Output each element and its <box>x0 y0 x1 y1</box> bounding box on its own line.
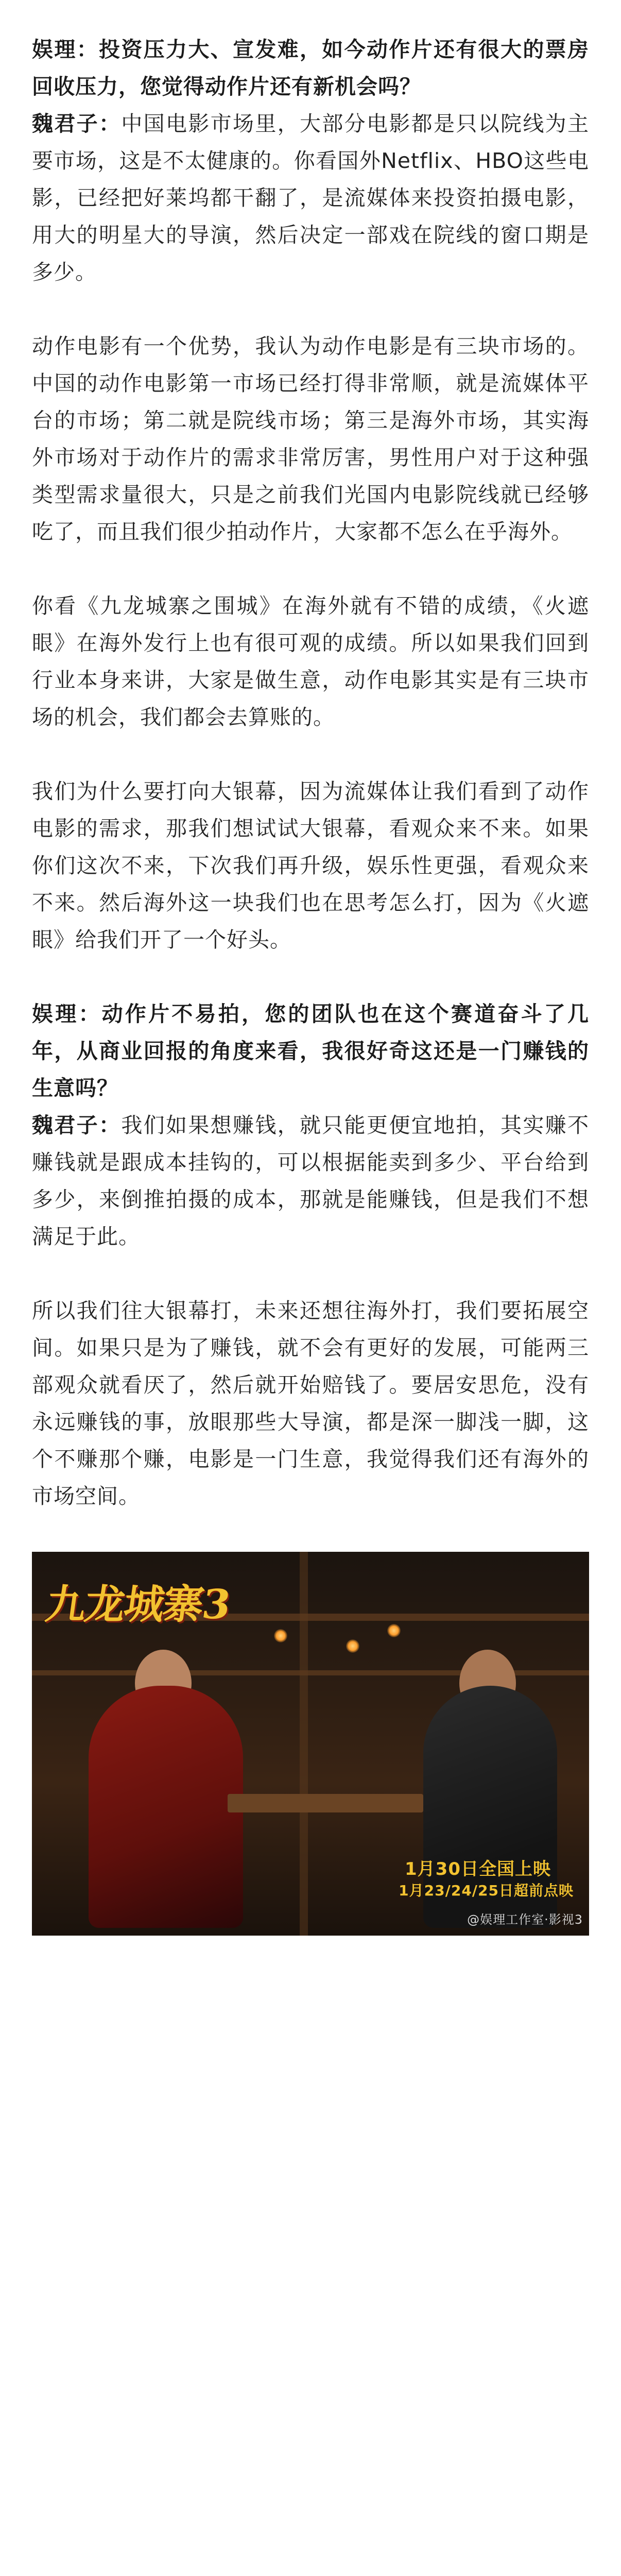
answer-1 <box>32 105 589 291</box>
paragraph-4: 我们为什么要打向大银幕，因为流媒体让我们看到了动作电影的需求，那我们想试试大银幕，看观众来不来。如果你们这次不来，下次我们再升级，娱乐性更强，看观众来不来。然后海外这一块我们也在思考怎么打，因为《火遮眼》给我们开了一个好头。 <box>32 779 589 952</box>
poster-watermark: @娱理工作室·影视3 <box>467 1912 583 1927</box>
qa-block-1 <box>32 31 589 291</box>
paragraph-2: 动作电影有一个优势，我认为动作电影是有三块市场的。中国的动作电影第一市场已经打得非常顺，就是流媒体平台的市场；第二就是院线市场；第三是海外市场，其实海外市场对于动作片的需求非常厉害，男性用户对于这种强类型需求量很大，只是之前我们光国内电影院线就已经够吃了，而且我们很少拍动作片，大家都不怎么在乎海外。 <box>32 334 589 544</box>
poster-figure-left <box>89 1686 243 1928</box>
movie-poster-image <box>32 1552 589 1936</box>
speaker-label: 魏君子： <box>32 111 122 136</box>
poster-table <box>228 1794 423 1812</box>
question-2: 娱理：动作片不易拍，您的团队也在这个赛道奋斗了几年，从商业回报的角度来看，我很好奇这还是一门赚钱的生意吗？ <box>32 1002 589 1100</box>
poster-lamp <box>387 1624 401 1637</box>
poster-lamp <box>274 1629 287 1642</box>
paragraph-3: 你看《九龙城寨之围城》在海外就有不错的成绩，《火遮眼》在海外发行上也有很可观的成绩。所以如果我们回到行业本身来讲，大家是做生意，动作电影其实是有三块市场的机会，我们都会去算账的。 <box>32 594 589 730</box>
poster-preview-date: 1月23/24/25日超前点映 <box>399 1882 574 1899</box>
answer-1-text: 中国电影市场里，大部分电影都是只以院线为主要市场，这是不太健康的。你看国外Netflix、HBO这些电影，已经把好莱坞都干翻了，是流媒体来投资拍摄电影，用大的明星大的导演，然后决定一部戏在院线的窗口期是多少。 <box>32 111 590 284</box>
speaker-label: 魏君子： <box>32 1113 122 1138</box>
poster-release-date: 1月30日全国上映 <box>405 1859 551 1879</box>
poster-lamp <box>346 1639 359 1653</box>
paragraph-6: 所以我们往大银幕打，未来还想往海外打，我们要拓展空间。如果只是为了赚钱，就不会有更好的发展，可能两三部观众就看厌了，然后就开始赔钱了。要居安思危，没有永远赚钱的事，放眼那些大导演，都是深一脚浅一脚，这个不赚那个赚，电影是一门生意，我觉得我们还有海外的市场空间。 <box>32 1298 589 1509</box>
qa-block-2 <box>32 995 589 1255</box>
answer-2-text: 我们如果想赚钱，就只能更便宜地拍，其实赚不赚钱就是跟成本挂钩的，可以根据能卖到多少、平台给到多少，来倒推拍摄的成本，那就是能赚钱，但是我们不想满足于此。 <box>32 1113 590 1249</box>
poster-beam <box>300 1552 308 1936</box>
answer-2 <box>32 1107 589 1255</box>
question-1: 娱理：投资压力大、宣发难，如今动作片还有很大的票房回收压力，您觉得动作片还有新机会吗？ <box>32 37 589 99</box>
poster-logo: 九龙城寨3 <box>42 1581 233 1628</box>
